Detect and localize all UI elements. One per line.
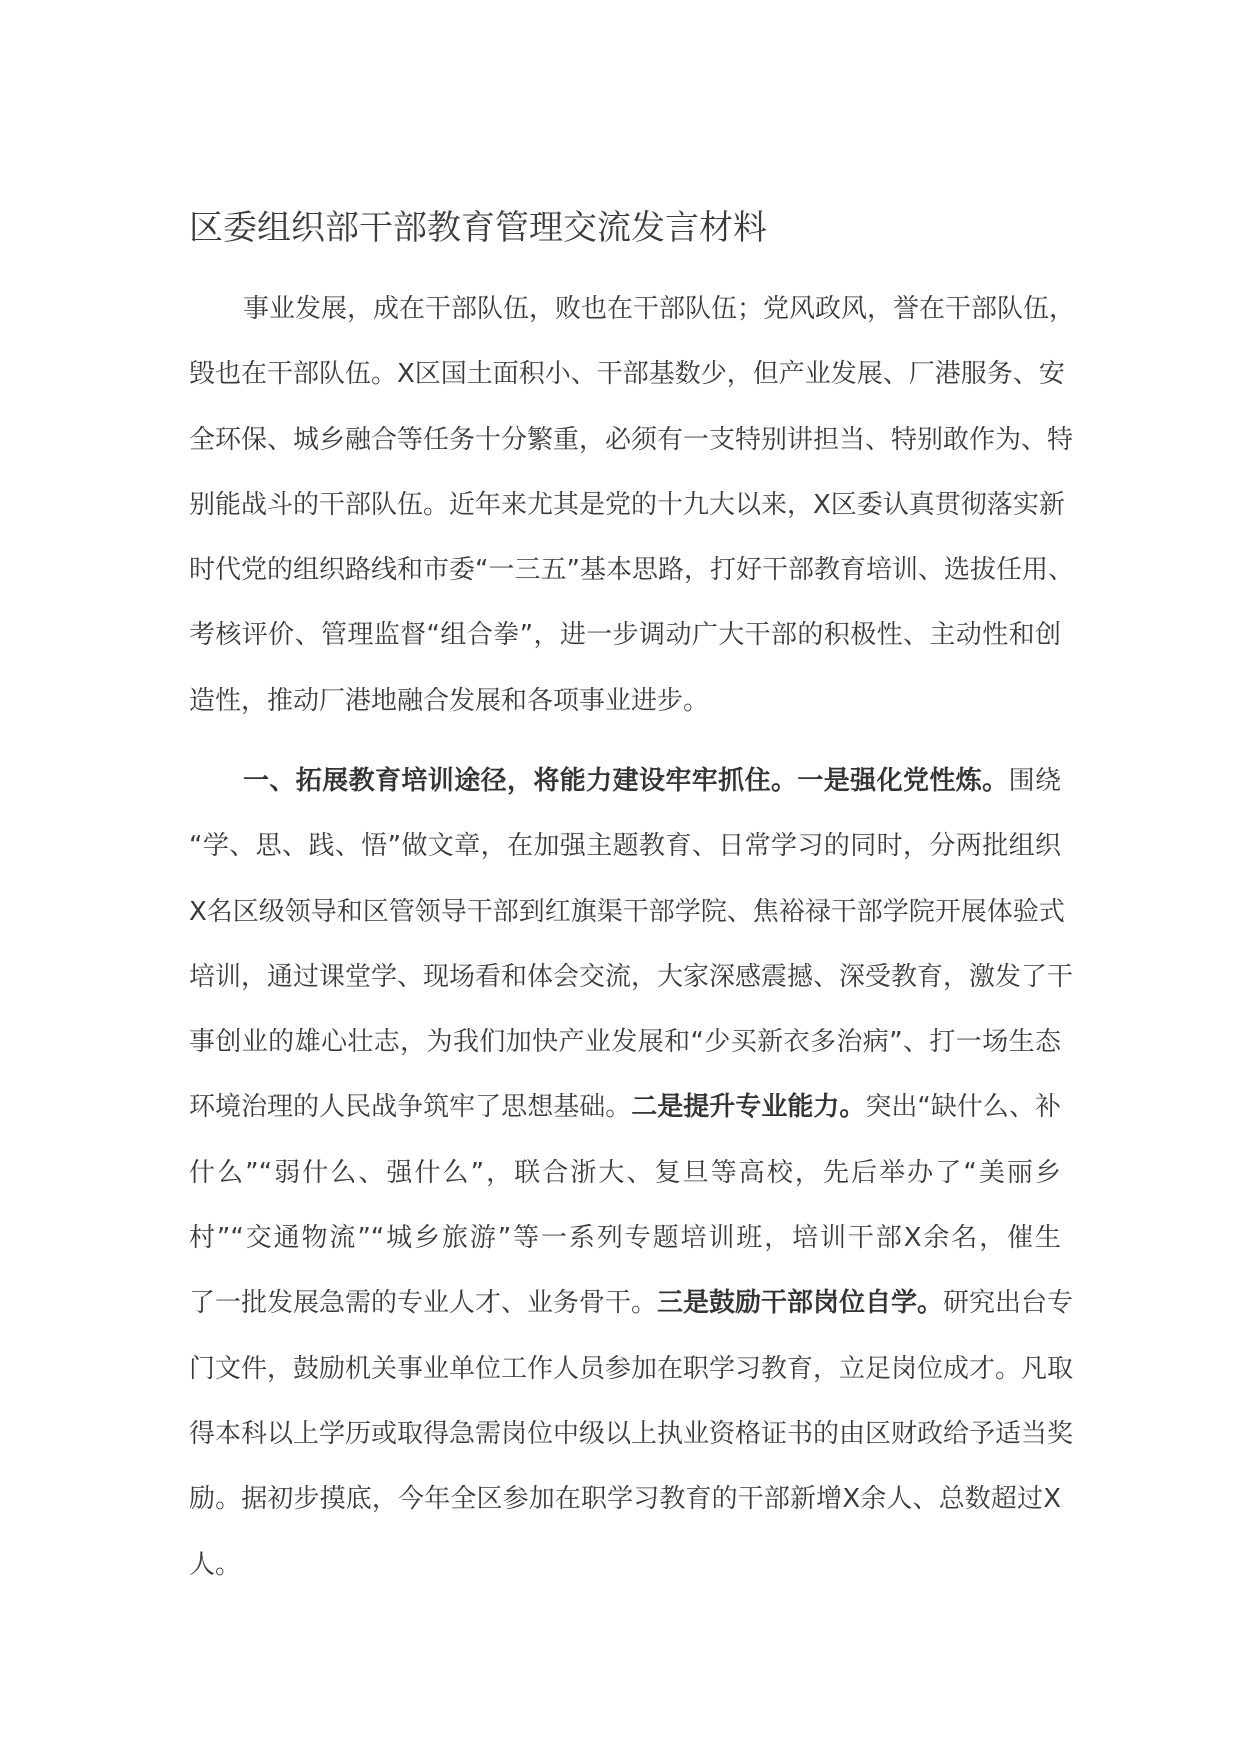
body-text: 毁也在干部队伍。X区国土面积小、干部基数少，但产业发展、厂港服务、安	[189, 359, 1065, 390]
text-line	[189, 669, 1061, 734]
body-text: 培训，通过课堂学、现场看和体会交流，大家深感震撼、深受教育，激发了干	[189, 961, 1074, 992]
body-text: 别能战斗的干部队伍。近年来尤其是党的十九大以来，X区委认真贯彻落实新	[189, 489, 1065, 520]
text-line	[189, 603, 1061, 668]
bold-heading-text: 一是强化党性炼。	[797, 766, 1009, 796]
body-text: 突出“缺什么、补	[865, 1092, 1061, 1123]
body-text: 研究出台专	[943, 1288, 1074, 1319]
text-line	[189, 1206, 1061, 1271]
body-text: 全环保、城乡融合等任务十分繁重，必须有一支特别讲担当、特别敢作为、特	[189, 424, 1074, 455]
paragraph-intro	[189, 277, 1076, 734]
body-text: 了一批发展急需的专业人才、业务骨干。	[189, 1288, 658, 1319]
body-text: 门文件，鼓励机关事业单位工作人员参加在职学习教育，立足岗位成才。凡取	[189, 1353, 1074, 1384]
text-line	[189, 473, 1065, 538]
body-text: 得本科以上学历或取得急需岗位中级以上执业资格证书的由区财政给予适当奖	[189, 1418, 1074, 1449]
body-text: 时代党的组织路线和市委“一三五”基本思路，打好干部教育培训、选拔任用、	[189, 555, 1074, 586]
text-line	[189, 1337, 1074, 1402]
text-line	[189, 749, 1061, 814]
text-line	[189, 1271, 1074, 1336]
text-line	[189, 814, 1061, 879]
body-text: X名区级领导和区管领导干部到红旗渠干部学院、焦裕禄干部学院开展体验式	[189, 896, 1065, 927]
text-line	[189, 1010, 1061, 1075]
body-text: 造性，推动厂港地融合发展和各项事业进步。	[189, 685, 710, 716]
paragraph-section-1	[189, 749, 1074, 1598]
body-text: 围绕	[1008, 766, 1061, 796]
bold-heading-text: 二是提升专业能力。	[631, 1092, 866, 1123]
document-title: 区委组织部干部教育管理交流发言材料	[189, 208, 767, 248]
body-text: “学、思、践、悟”做文章，在加强主题教育、日常学习的同时，分两批组织	[189, 831, 1061, 862]
text-line	[189, 408, 1074, 473]
text-line	[189, 1141, 1061, 1206]
text-line	[189, 1402, 1074, 1467]
bold-heading-text: 三是鼓励干部岗位自学。	[657, 1288, 944, 1319]
body-text: 事业发展，成在干部队伍，败也在干部队伍；党风政风，誉在干部队伍，	[243, 294, 1076, 324]
body-text: 村”“交通物流”“城乡旅游”等一系列专题培训班，培训干部X余名，催生	[189, 1223, 1061, 1254]
text-line	[189, 880, 1065, 945]
bold-heading-text: 一、拓展教育培训途径，将能力建设牢牢抓住。	[243, 766, 798, 796]
body-text: 考核评价、管理监督“组合拳”，进一步调动广大干部的积极性、主动性和创	[189, 620, 1061, 651]
body-text: 励。据初步摸底，今年全区参加在职学习教育的干部新增X余人、总数超过X	[189, 1484, 1061, 1515]
text-line	[189, 342, 1065, 407]
text-line	[189, 945, 1074, 1010]
text-line	[189, 1467, 1061, 1532]
text-line	[189, 1533, 1061, 1598]
text-line	[189, 277, 1076, 342]
text-line	[189, 1075, 1061, 1140]
body-text: 环境治理的人民战争筑牢了思想基础。	[189, 1092, 632, 1123]
body-text: 事创业的雄心壮志，为我们加快产业发展和“少买新衣多治病”、打一场生态	[189, 1027, 1061, 1058]
text-line	[189, 538, 1074, 603]
body-text: 什么”“弱什么、强什么”，联合浙大、复旦等高校，先后举办了“美丽乡	[189, 1157, 1061, 1188]
body-text: 人。	[189, 1549, 242, 1580]
